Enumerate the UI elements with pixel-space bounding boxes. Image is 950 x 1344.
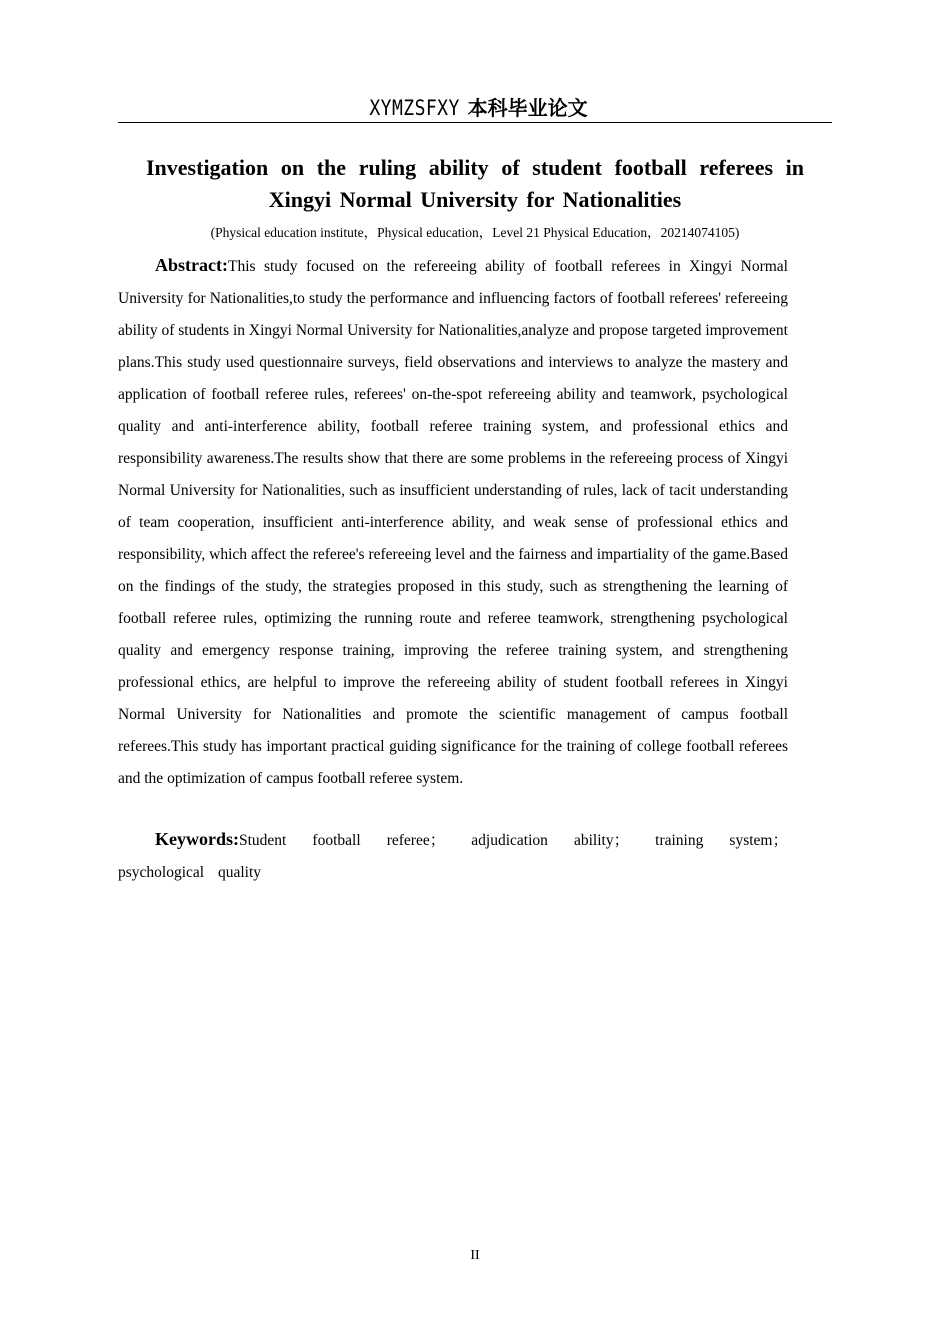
page-header — [118, 94, 832, 123]
author-info: (Physical education institute，Physical education，Level 21 Physical Education，20214074105) — [210, 225, 740, 240]
header-thesis-type: 本科毕业论文 — [467, 96, 588, 120]
keywords-label: Keywords: — [155, 829, 239, 849]
abstract-label: Abstract: — [155, 255, 228, 275]
keywords-text: Student football referee； adjudication ability； training system； psychological quality — [118, 832, 788, 881]
paper-title: Investigation on the ruling ability of student football referees in Xingyi Normal University for Nationalities — [146, 155, 804, 212]
header-school-code: XYMZSFXY — [369, 96, 461, 120]
page-number: II — [470, 1248, 480, 1263]
abstract-text: This study focused on the refereeing ability of football referees in Xingyi Normal University for Nationalities,to study the performance and influencing factors of football referees' refereeing ability of students in Xingyi Normal University for Nationalities,analyze and propose targeted improvement plans.This study used questionnaire surveys, field observations and interviews to analyze the mastery and application of football referee rules, referees' on-the-spot refereeing ability and teamwork, psychological quality and anti-interference ability, football referee training system, and professional ethics and responsibility awareness.The results show that there are some problems in the refereeing process of Xingyi Normal University for Nationalities, such as insufficient understanding of rules, lack of tacit understanding of team cooperation, insufficient anti-interference ability, and weak sense of professional ethics and responsibility, which affect the referee's refereeing level and the fairness and impartiality of the game.Based on the findings of the study, the strategies proposed in this study, such as strengthening the learning of football referee rules, optimizing the running route and referee teamwork, strengthening psychological quality and emergency response training, improving the referee training system, and strengthening professional ethics, are helpful to improve the refereeing ability of student football referees in Xingyi Normal University for Nationalities and promote the scientific management of campus football referees.This study has important practical guiding significance for the training of college football referees and the optimization of campus football referee system. — [118, 258, 788, 787]
keywords-paragraph — [118, 823, 788, 889]
abstract-paragraph — [118, 249, 788, 795]
